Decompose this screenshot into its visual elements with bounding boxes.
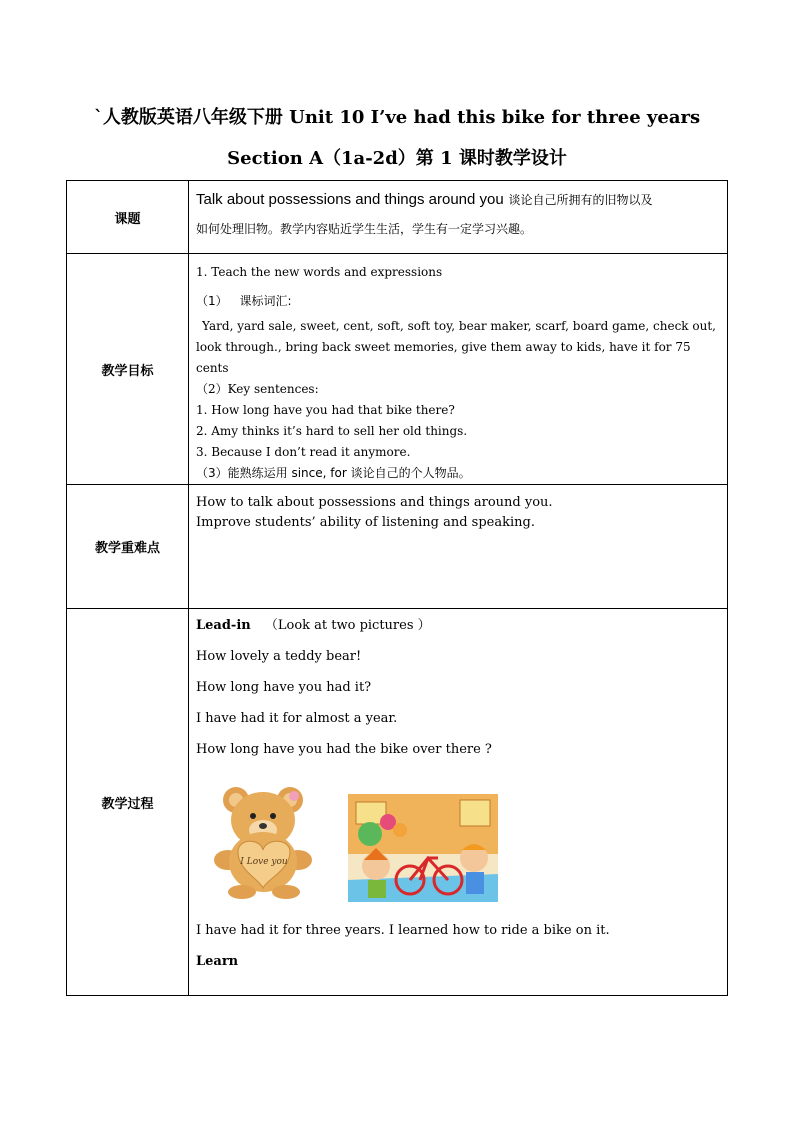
topic-row	[67, 181, 728, 254]
difficulties-label: 教学重难点	[67, 485, 189, 609]
topic-english: Talk about possessions and things around you	[196, 191, 504, 208]
lesson-pictures	[196, 782, 721, 904]
difficulty-line: How to talk about possessions and things around you.	[196, 495, 553, 510]
doc-title-line1: `人教版英语八年级下册 Unit 10 I’ve had this bike for three years	[93, 107, 701, 128]
leadin-line: Lead-in （Look at two pictures ）	[196, 618, 431, 633]
process-label: 教学过程	[67, 609, 189, 996]
doc-title-line2: Section A（1a-2d）第 1 课时教学设计	[227, 148, 567, 169]
topic-chinese-b: 如何处理旧物。教学内容贴近学生生活，学生有一定学习兴趣。	[196, 222, 533, 236]
topic-label: 课题	[67, 181, 189, 254]
objective-line: 1. Teach the new words and expressions	[196, 265, 443, 279]
objective-usage: （3）能熟练运用 since, for 谈论自己的个人物品。	[196, 466, 471, 480]
objective-vocab-heading: （1） 课标词汇:	[196, 294, 292, 308]
objective-sentence: 3. Because I don’t read it anymore.	[196, 445, 411, 459]
kids-bike-image	[348, 794, 498, 902]
objective-key-sentences: （2）Key sentences:	[196, 382, 319, 396]
lesson-plan-table	[66, 180, 728, 996]
difficulties-content	[189, 485, 728, 609]
objectives-content	[189, 254, 728, 485]
process-row	[67, 609, 728, 996]
dialogue-line: I have had it for three years. I learned how to ride a bike on it.	[196, 923, 610, 938]
objective-sentence: 2. Amy thinks it’s hard to sell her old things.	[196, 424, 468, 438]
process-content	[189, 609, 728, 996]
objectives-row	[67, 254, 728, 485]
topic-chinese-a: 谈论自己所拥有的旧物以及	[508, 193, 653, 207]
dialogue-line: How long have you had the bike over there ?	[196, 742, 492, 757]
difficulty-line: Improve students’ ability of listening and speaking.	[196, 515, 535, 530]
objective-vocab-list: Yard, yard sale, sweet, cent, soft, soft toy, bear maker, scarf, board game, check out, look through., bring back sweet memories, give them away to kids, have it for 75 cents	[196, 319, 716, 375]
dialogue-line: How long have you had it?	[196, 680, 372, 695]
difficulties-row	[67, 485, 728, 609]
teddy-bear-image	[208, 782, 318, 900]
objectives-label: 教学目标	[67, 254, 189, 485]
topic-content	[189, 181, 728, 254]
learn-heading: Learn	[196, 954, 239, 969]
objective-sentence: 1. How long have you had that bike there?	[196, 403, 455, 417]
dialogue-line: I have had it for almost a year.	[196, 711, 398, 726]
dialogue-line: How lovely a teddy bear!	[196, 649, 362, 664]
bear-heart-text: I Love you	[240, 857, 288, 867]
